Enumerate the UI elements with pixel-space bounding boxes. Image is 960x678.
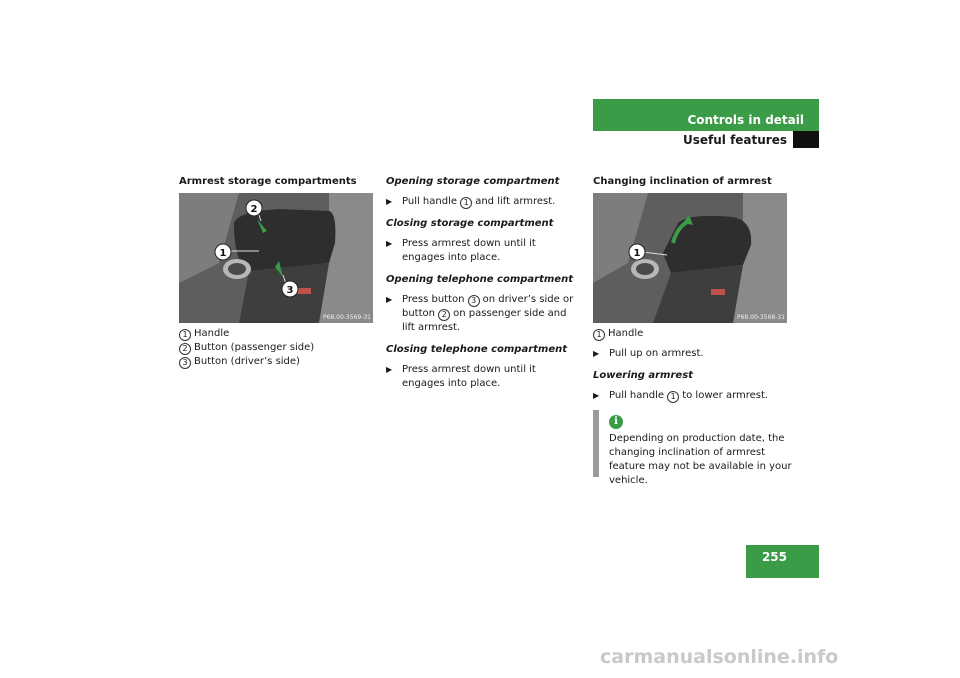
watermark: carmanualsonline.info (600, 646, 839, 668)
step-text: on driver’s side or button (402, 294, 574, 319)
col1-legend (179, 327, 369, 369)
armrest-illustration (179, 193, 373, 323)
step-text: and lift armrest. (475, 196, 556, 207)
legend-text: Button (passenger side) (194, 342, 315, 353)
info-text: Depending on production date, the changing inclination of armrest feature may not be available in your vehicle. (609, 433, 792, 486)
page-number-box (746, 545, 819, 578)
legend-text: Handle (194, 328, 230, 339)
lowering-heading: Lowering armrest (593, 370, 693, 381)
col1-heading: Armrest storage compartments (179, 176, 357, 187)
section-title: Controls in detail (687, 113, 804, 127)
col3-heading: Changing inclination of armrest (593, 176, 772, 187)
svg-text:1: 1 (633, 248, 641, 259)
legend-item (593, 327, 793, 341)
button-number: 2 (438, 309, 450, 321)
armrest-incline-photo (593, 193, 787, 323)
step-text: to lower armrest. (682, 390, 769, 401)
subsection-bar (593, 131, 793, 148)
legend-number: 2 (179, 343, 191, 355)
closing-telephone-heading: Closing telephone compartment (386, 344, 568, 355)
col2-instructions (386, 175, 576, 391)
closing-storage-step: ▶ Press armrest down until it engages into place. (386, 237, 576, 265)
col3-instructions (593, 327, 793, 403)
closing-telephone-step: ▶ Press armrest down until it engages into place. (386, 363, 576, 391)
subsection-title: Useful features (682, 133, 787, 147)
legend-item (179, 341, 369, 355)
opening-telephone-heading: Opening telephone compartment (386, 274, 573, 285)
legend-text: Handle (608, 328, 644, 339)
info-icon: i (609, 415, 623, 429)
header-marker (793, 131, 819, 148)
handle-number: 1 (460, 197, 472, 209)
handle-number: 1 (667, 391, 679, 403)
svg-text:1: 1 (219, 248, 227, 259)
legend-number: 3 (179, 357, 191, 369)
info-bar (593, 410, 599, 477)
step-text: Pull handle (609, 390, 665, 401)
callout-3 (282, 281, 298, 297)
armrest-incline-illustration (593, 193, 787, 323)
lowering-step (593, 389, 793, 403)
svg-text:2: 2 (250, 204, 258, 215)
image-code: P68.00-3568-31 (736, 314, 785, 321)
step-text: on passenger side and lift armrest. (402, 308, 567, 333)
step-text: Press button (402, 294, 465, 305)
legend-item (179, 327, 369, 341)
closing-storage-heading: Closing storage compartment (386, 218, 554, 229)
legend-text: Button (driver’s side) (194, 356, 300, 367)
incline-step: ▶ Pull up on armrest. (593, 347, 793, 361)
armrest-photo (179, 193, 373, 323)
opening-storage-heading: Opening storage compartment (386, 176, 560, 187)
opening-storage-step (386, 195, 576, 209)
legend-number: 1 (593, 329, 605, 341)
legend-item (179, 355, 369, 369)
callout-1 (215, 244, 231, 260)
button-number: 3 (468, 295, 480, 307)
callout-2 (246, 200, 262, 216)
opening-telephone-step (386, 293, 576, 335)
callout-1 (629, 244, 645, 260)
svg-text:3: 3 (286, 285, 294, 296)
legend-number: 1 (179, 329, 191, 341)
step-text: Pull handle (402, 196, 458, 207)
image-code: P68.00-3569-31 (322, 314, 371, 321)
page-number: 255 (761, 550, 787, 564)
